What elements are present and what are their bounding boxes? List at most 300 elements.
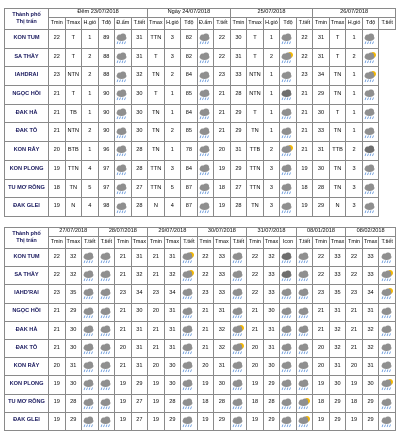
value-cell: 30 [263, 303, 280, 321]
weather-cell [82, 358, 99, 376]
value-cell: 1 [82, 142, 99, 161]
value-cell: 32 [329, 339, 346, 357]
rain-cloud-icon [380, 342, 395, 355]
rain-cloud-icon [181, 287, 196, 300]
column-header: Tmax [131, 237, 148, 249]
value-cell: 19 [313, 376, 330, 394]
value-cell: 19 [247, 376, 264, 394]
rain-cloud-icon [115, 32, 130, 45]
weather-cell [280, 358, 297, 376]
value-cell: 78 [181, 142, 198, 161]
value-cell: 29 [214, 412, 231, 430]
value-cell: TN [148, 104, 165, 123]
value-cell: 1 [82, 30, 99, 49]
value-cell: 28 [65, 394, 82, 412]
value-cell: 2 [263, 142, 280, 161]
value-cell: 22 [49, 30, 66, 49]
dark-cloud-rain-icon [280, 88, 295, 101]
weather-cell [82, 376, 99, 394]
weather-cell [197, 67, 214, 86]
value-cell: 30 [131, 303, 148, 321]
rain-cloud-icon [99, 397, 114, 410]
value-cell: 33 [263, 285, 280, 303]
value-cell: 3 [164, 48, 181, 67]
sun-rain-icon [280, 51, 295, 64]
value-cell: 90 [98, 104, 115, 123]
value-cell: 31 [164, 339, 181, 357]
rain-cloud-icon [198, 163, 213, 176]
weather-cell [280, 285, 297, 303]
rain-cloud-icon [99, 342, 114, 355]
weather-cell [362, 86, 379, 105]
weather-cell [280, 48, 297, 67]
weather-cell [379, 249, 396, 267]
value-cell: 1 [346, 86, 363, 105]
rain-cloud-icon [363, 182, 378, 195]
column-header: Tmin [148, 237, 165, 249]
city-name: TU MƠ RÔNG [5, 179, 49, 198]
city-header: Thành phố Thị trấn [5, 9, 49, 30]
value-cell: 27 [131, 412, 148, 430]
rain-cloud-icon [82, 415, 97, 428]
weather-cell [362, 160, 379, 179]
rain-cloud-icon [82, 306, 97, 319]
weather-cell [181, 376, 198, 394]
value-cell: 30 [131, 86, 148, 105]
city-name: NGỌC HỒI [5, 303, 49, 321]
column-header: Đ.ẩm [115, 18, 132, 30]
column-header: Tmin [247, 237, 264, 249]
value-cell: 28 [214, 394, 231, 412]
value-cell: 82 [181, 30, 198, 49]
value-cell: 20 [313, 358, 330, 376]
rain-cloud-icon [198, 51, 213, 64]
value-cell: 1 [263, 123, 280, 142]
value-cell: 32 [263, 249, 280, 267]
rain-cloud-icon [280, 182, 295, 195]
table-row [5, 104, 396, 123]
value-cell: NTN [65, 123, 82, 142]
value-cell: 21 [148, 321, 165, 339]
weather-cell [296, 376, 313, 394]
value-cell: 28 [164, 394, 181, 412]
value-cell: 2 [164, 67, 181, 86]
value-cell: TN [329, 86, 346, 105]
column-header: Tđộ [181, 18, 198, 30]
value-cell: 29 [230, 123, 247, 142]
sun-rain-icon [380, 269, 395, 282]
value-cell: 30 [214, 376, 231, 394]
rain-cloud-icon [82, 360, 97, 373]
value-cell: 29 [329, 394, 346, 412]
weather-cell [230, 339, 247, 357]
sun-rain-icon [280, 144, 295, 157]
rain-cloud-icon [82, 324, 97, 337]
rain-cloud-icon [297, 269, 312, 282]
value-cell: TTN [148, 160, 165, 179]
value-cell: 5 [82, 179, 99, 198]
value-cell: 21 [148, 249, 165, 267]
rain-cloud-icon [231, 360, 246, 373]
rain-cloud-icon [380, 324, 395, 337]
rain-cloud-icon [363, 88, 378, 101]
rain-cloud-icon [280, 32, 295, 45]
sun-rain-icon [380, 287, 395, 300]
value-cell: 20 [148, 303, 165, 321]
value-cell: 31 [131, 339, 148, 357]
column-header: Tmax [65, 18, 82, 30]
value-cell: 30 [313, 104, 330, 123]
column-header: H.gió [346, 18, 363, 30]
table-row [5, 198, 396, 217]
weather-cell [98, 339, 115, 357]
weather-cell [296, 358, 313, 376]
rain-cloud-icon [198, 70, 213, 83]
value-cell: 21 [49, 86, 66, 105]
value-cell: 18 [346, 394, 363, 412]
value-cell: NTN [247, 67, 264, 86]
column-header: T.tiết [82, 237, 99, 249]
rain-cloud-icon [115, 126, 130, 139]
value-cell: 30 [131, 123, 148, 142]
rain-cloud-icon [280, 324, 295, 337]
value-cell: T [65, 86, 82, 105]
value-cell: 2 [346, 142, 363, 161]
rain-cloud-icon [297, 287, 312, 300]
weather-cell [197, 104, 214, 123]
weather-cell [280, 179, 297, 198]
value-cell: 19 [296, 198, 313, 217]
value-cell: 21 [214, 123, 231, 142]
value-cell: 21 [49, 303, 66, 321]
value-cell: 97 [98, 179, 115, 198]
value-cell: 1 [82, 86, 99, 105]
value-cell: 23 [197, 285, 214, 303]
weather-cell [230, 321, 247, 339]
value-cell: 31 [313, 142, 330, 161]
column-header: Tmax [247, 18, 264, 30]
value-cell: TN [329, 123, 346, 142]
value-cell: TN [65, 179, 82, 198]
rain-cloud-icon [280, 360, 295, 373]
weather-cell [82, 249, 99, 267]
value-cell: 4 [164, 198, 181, 217]
value-cell: 29 [362, 412, 379, 430]
rain-cloud-icon [99, 269, 114, 282]
weather-cell [379, 303, 396, 321]
weather-cell [82, 321, 99, 339]
value-cell: 31 [214, 358, 231, 376]
weather-cell [197, 179, 214, 198]
weather-cell [362, 142, 379, 161]
value-cell: 1 [164, 86, 181, 105]
table-row [5, 321, 396, 339]
value-cell: 31 [313, 48, 330, 67]
value-cell: 1 [346, 123, 363, 142]
rain-cloud-icon [99, 287, 114, 300]
column-header: T.tiết [181, 237, 198, 249]
value-cell: 31 [230, 48, 247, 67]
value-cell: 1 [82, 104, 99, 123]
weather-cell [362, 198, 379, 217]
weather-cell [115, 67, 132, 86]
rain-cloud-icon [280, 70, 295, 83]
weather-cell [197, 86, 214, 105]
value-cell: TTN [65, 160, 82, 179]
value-cell: NTN [247, 86, 264, 105]
column-header: Tmin [313, 237, 330, 249]
column-header: T.tiết [379, 237, 396, 249]
date-header: Ngày 24/07/2018 [148, 9, 231, 18]
value-cell: 19 [148, 376, 165, 394]
weather-cell [379, 358, 396, 376]
value-cell: TTN [247, 160, 264, 179]
value-cell: N [329, 198, 346, 217]
column-header: H.gió [164, 18, 181, 30]
rain-cloud-icon [181, 397, 196, 410]
rain-cloud-icon [115, 144, 130, 157]
value-cell: 30 [131, 104, 148, 123]
value-cell: 4 [82, 198, 99, 217]
rain-cloud-icon [181, 378, 196, 391]
table-row [5, 249, 396, 267]
weather-cell [181, 303, 198, 321]
weather-cell [280, 339, 297, 357]
value-cell: 29 [263, 412, 280, 430]
weather-cell [115, 142, 132, 161]
value-cell: 22 [346, 249, 363, 267]
weather-cell [82, 412, 99, 430]
value-cell: 32 [329, 321, 346, 339]
column-header: T.tiết [379, 18, 396, 30]
city-name: ĐAK HÀ [5, 104, 49, 123]
column-header: Tmin [230, 18, 247, 30]
weather-cell [230, 394, 247, 412]
value-cell: 19 [197, 376, 214, 394]
value-cell: 31 [362, 303, 379, 321]
date-header: 26/07/2018 [313, 9, 396, 18]
value-cell: 1 [263, 30, 280, 49]
value-cell: 31 [263, 339, 280, 357]
column-header: Tđộ [362, 18, 379, 30]
value-cell: 34 [164, 285, 181, 303]
value-cell: 30 [65, 321, 82, 339]
value-cell: 1 [263, 104, 280, 123]
value-cell: 1 [263, 67, 280, 86]
weather-cell [82, 394, 99, 412]
value-cell: 21 [49, 104, 66, 123]
weather-cell [82, 339, 99, 357]
value-cell: 33 [263, 267, 280, 285]
value-cell: 19 [214, 160, 231, 179]
value-cell: 31 [164, 303, 181, 321]
value-cell: 90 [98, 123, 115, 142]
rain-cloud-icon [380, 306, 395, 319]
rain-cloud-icon [99, 360, 114, 373]
value-cell: 19 [49, 160, 66, 179]
column-header: Icon [280, 237, 297, 249]
value-cell: 30 [362, 376, 379, 394]
weather-cell [280, 412, 297, 430]
value-cell: 21 [115, 358, 132, 376]
value-cell: TN [329, 179, 346, 198]
weather-cell [280, 394, 297, 412]
table-row [5, 358, 396, 376]
value-cell: 29 [313, 198, 330, 217]
value-cell: 28 [230, 198, 247, 217]
rain-cloud-icon [231, 415, 246, 428]
value-cell: 19 [49, 376, 66, 394]
value-cell: 19 [197, 412, 214, 430]
table-row [5, 67, 396, 86]
weather-cell [280, 67, 297, 86]
value-cell: 31 [65, 358, 82, 376]
weather-cell [181, 249, 198, 267]
city-name: KON TUM [5, 249, 49, 267]
value-cell: 30 [230, 30, 247, 49]
value-cell: 22 [49, 267, 66, 285]
city-name: KON RẪY [5, 142, 49, 161]
date-header: 27/07/2018 [49, 228, 99, 237]
value-cell: 18 [49, 179, 66, 198]
value-cell: 31 [263, 321, 280, 339]
value-cell: 22 [247, 249, 264, 267]
column-header: Tmax [329, 18, 346, 30]
column-header: Tmin [115, 237, 132, 249]
value-cell: 28 [313, 179, 330, 198]
value-cell: TN [329, 67, 346, 86]
value-cell: 31 [329, 358, 346, 376]
rain-cloud-icon [115, 201, 130, 214]
value-cell: 5 [164, 179, 181, 198]
value-cell: 28 [131, 160, 148, 179]
rain-cloud-icon [115, 88, 130, 101]
value-cell: 2 [164, 123, 181, 142]
value-cell: 21 [197, 321, 214, 339]
value-cell: 29 [230, 104, 247, 123]
value-cell: 84 [181, 104, 198, 123]
rain-cloud-icon [198, 107, 213, 120]
sun-rain-icon [181, 251, 196, 264]
value-cell: 18 [247, 394, 264, 412]
value-cell: 31 [131, 358, 148, 376]
value-cell: 19 [346, 376, 363, 394]
value-cell: 21 [296, 142, 313, 161]
rain-cloud-icon [198, 88, 213, 101]
weather-cell [82, 303, 99, 321]
value-cell: 33 [362, 249, 379, 267]
city-header: Thành phố Thị trấn [5, 228, 49, 249]
sun-rain-icon [231, 324, 246, 337]
rain-cloud-icon [231, 251, 246, 264]
value-cell: 33 [329, 267, 346, 285]
value-cell: 21 [148, 267, 165, 285]
sun-rain-icon [297, 415, 312, 428]
value-cell: 19 [115, 394, 132, 412]
weather-cell [115, 104, 132, 123]
value-cell: 21 [49, 123, 66, 142]
value-cell: 31 [131, 321, 148, 339]
rain-cloud-icon [297, 342, 312, 355]
weather-cell [379, 285, 396, 303]
value-cell: TN [329, 160, 346, 179]
value-cell: 33 [362, 267, 379, 285]
rain-cloud-icon [297, 251, 312, 264]
column-header: T.tiết [214, 18, 231, 30]
weather-cell [181, 321, 198, 339]
weather-cell [362, 123, 379, 142]
column-header: Tđộ [280, 18, 297, 30]
weather-cell [98, 358, 115, 376]
value-cell: 89 [98, 30, 115, 49]
value-cell: 33 [214, 267, 231, 285]
weather-cell [379, 321, 396, 339]
column-header: Tmax [164, 237, 181, 249]
dark-cloud-rain-icon [280, 251, 295, 264]
value-cell: 21 [296, 86, 313, 105]
value-cell: 31 [362, 358, 379, 376]
rain-cloud-icon [363, 201, 378, 214]
table-row [5, 86, 396, 105]
value-cell: 22 [313, 249, 330, 267]
rain-cloud-icon [231, 306, 246, 319]
weather-cell [230, 412, 247, 430]
value-cell: 23 [346, 285, 363, 303]
rain-cloud-icon [82, 342, 97, 355]
weather-cell [98, 267, 115, 285]
column-header: Đ.ẩm [197, 18, 214, 30]
value-cell: 28 [230, 86, 247, 105]
value-cell: 29 [65, 412, 82, 430]
city-name: ĐAK HÀ [5, 321, 49, 339]
rain-cloud-icon [198, 144, 213, 157]
value-cell: 34 [313, 67, 330, 86]
rain-cloud-icon [297, 378, 312, 391]
sun-rain-icon [363, 51, 378, 64]
value-cell: 1 [263, 86, 280, 105]
date-header: 29/07/2018 [148, 228, 198, 237]
weather-cell [379, 267, 396, 285]
rain-cloud-icon [82, 397, 97, 410]
value-cell: 19 [49, 412, 66, 430]
rain-cloud-icon [181, 342, 196, 355]
value-cell: 21 [346, 339, 363, 357]
rain-cloud-icon [363, 32, 378, 45]
value-cell: 32 [214, 339, 231, 357]
column-header: Tmax [362, 237, 379, 249]
value-cell: TTB [329, 142, 346, 161]
value-cell: 1 [164, 104, 181, 123]
value-cell: 30 [329, 376, 346, 394]
value-cell: 35 [329, 285, 346, 303]
value-cell: 33 [214, 285, 231, 303]
weather-cell [230, 358, 247, 376]
value-cell: 19 [313, 412, 330, 430]
rain-cloud-icon [115, 51, 130, 64]
weather-cell [296, 249, 313, 267]
value-cell: 30 [164, 358, 181, 376]
value-cell: 22 [247, 267, 264, 285]
rain-cloud-icon [181, 306, 196, 319]
value-cell: 31 [131, 30, 148, 49]
rain-cloud-icon [380, 397, 395, 410]
value-cell: 20 [247, 358, 264, 376]
value-cell: 33 [214, 249, 231, 267]
value-cell: N [148, 198, 165, 217]
value-cell: 32 [164, 267, 181, 285]
rain-cloud-icon [198, 182, 213, 195]
value-cell: 19 [247, 412, 264, 430]
